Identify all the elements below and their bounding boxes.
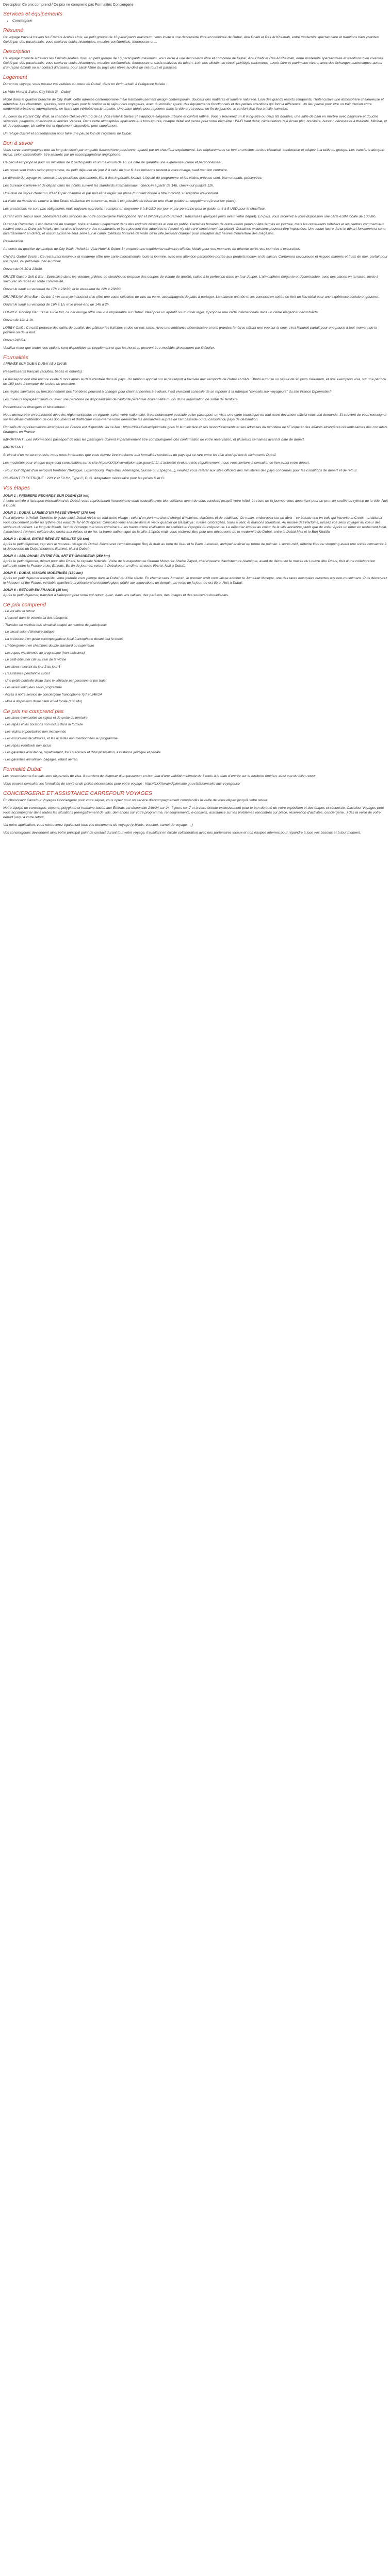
etape-title: JOUR 4 : ABU DHABI, ENTRE FOI, ART ET GRANDEUR (250 km) [3, 554, 110, 558]
formalites-para: - Pour tout départ d'un aéroport frontalier (Belgique, Luxembourg, Pays-Bas, Allemagne, Suisse ou Espagne...), veuillez vous référer aux sites officiels des ministères des pays concernés pour les conditions de départ et de retour. [3, 468, 358, 472]
comprend-item: - Mise à disposition d'une carte eSIM locale (100 Mo) [3, 700, 82, 703]
bon-para: LOBBY Café : Ce café propose des cafés de qualité, des pâtisseries fraîches et des en-cas sains. Avec une ambiance décontractée et ses grandes fenêtres offrant une vue sur la cour, c'est l'endroit parfait pour une pause à tout moment de la journée ou de la nuit. [3, 326, 377, 334]
comprend-item: - Une petite bouteille d'eau dans le véhicule par personne et par trajet [3, 679, 107, 683]
bon-para: Au coeur du quartier dynamique de City Walk, l'hôtel La Vida Hotel & Suites 3* propose une expérience culinaire raffinée, idéale pour vos moments de détente après vos journées d'excursions. [3, 247, 301, 251]
etape-title: JOUR 3 : DUBAÏ, ENTRE RÊVE ET RÉALITÉ (20 km) [3, 537, 89, 541]
comprend-list [3, 609, 388, 704]
formalite-dubai-text2: Vous pouvez consulter les formalités de santé et de police nécessaires pour votre voyage : http://XXXXwwwdiplomatie.gouv.fr/fr/conseils-aux-voyageurs/ [3, 782, 240, 786]
necomprend-list [3, 716, 388, 762]
page [0, 0, 391, 835]
comprend-item: - L'hébergement en chambres double standard ou supérieure [3, 644, 94, 648]
necomprend-item: - Les garanties annulation, bagages, retard aérien. [3, 757, 78, 761]
conciergerie-paragraphs [3, 798, 388, 835]
comprend-item: - Le vol aller et retour [3, 609, 35, 613]
bon-para: Ce circuit est proposé pour un minimum de 2 participants et un maximum de 16. La date de garantie une expérience intime et personnalisée. [3, 161, 222, 164]
comprend-item: - Transfert en minibus bus climatisé adapté au nombre de participants [3, 623, 107, 627]
services-list [12, 19, 388, 23]
etape-text: Après un petit déjeuner tranquille, votre journée vous plonge dans le Dubaï du XXIe siècle. En chemin vers Jumeirah, le premier arrêt vous laisse admirer le Jumeirah Mosque, une des rares mosquées ouvertes aux non-musulmans. Puis découvrez le Museum of the Future, véritable manifeste architectural et technologique dédié aux innovations de demain. Le reste de la journée est libre. Nuit à Dubaï. [3, 576, 387, 585]
bon-paragraphs [3, 148, 388, 350]
logement-intro: Durant ce voyage, vous passez vos nuitées au coeur de Dubaï, dans un écrin urbain à l'élégance boisée : [3, 82, 167, 86]
conciergerie-title: CONCIERGERIE ET ASSISTANCE CARREFOUR VOYAGES [3, 790, 152, 796]
bon-para: Durant votre séjour nous bénéficierez des services de notre conciergerie francophone 7j/7 et 24h/24 (Lundi-Samedi : transmises quelques jours avant votre départ). En plus, vous recevrez à votre disposition une carte eSIM locale de 100 Mo. [3, 215, 377, 218]
etape-text: À votre arrivée à l'aéroport international de Dubaï, votre représentant francophone vous accueille avec bienveillance avant de vous conduire jusqu'à votre hôtel. Le reste de la journée vous appartient pour un premier souffle ou rythme de la ville. Nuit à Dubaï. [3, 499, 388, 507]
etape-title: JOUR 6 : RETOUR EN FRANCE (15 km) [3, 588, 69, 592]
bon-para: Les prestations ne sont pas obligatoires mais toujours appréciés : compter en moyenne 6 à 8 USD par jour et par personne pour le guide, et 4 à 5 USD pour le chauffeur. [3, 207, 266, 211]
necomprend-item: - Les repas et les boissons non inclus dans la formule [3, 723, 83, 726]
resume-text: Ce voyage travel à travers les Emirats Arabes Unis, en petit groupe de 16 participants maximum, vous invite à une découverte libre et combinée de Dubaï, Abu Dhabi et Ras Al Khaimah, entre modernité spectaculaire et traditions bien vivantes. Guidé par des passionnés, vous explorez souks historiques, musées confidentiels, forteresses et ... [3, 36, 380, 44]
necomprend-item: - Les garanties assistance, rapatriement, frais médicaux et d'hospitalisation, assistance juridique et pénale [3, 751, 161, 754]
conciergerie-para: Vos conciergeries deviennent ainsi votre principal point de contact durant tout votre voyage, travaillant en étroite collaboration avec nos partenaires locaux et nos équipes internes pour répondre à tous vos besoins et à tout moment. [3, 831, 361, 835]
bon-para: Les bureaux d'arrivée et de départ dans les hôtels suivent les standards internationaux : check-in à partir de 14h, check-out jusqu'à 12h. [3, 184, 215, 188]
bon-para: Le déroulé du voyage est soumis à de possibles ajustements liés à des impératifs locaux. L'équité du programme et les visites prévues sont, bien entendu, préservées. [3, 176, 263, 180]
logement-para: Le Vida Hotel & Suites City Walk 3* - Dubaï [3, 90, 71, 94]
comprend-item: - L'accueil dans le volontariat des aéroports [3, 616, 68, 620]
etapes-list [3, 494, 388, 598]
etape-text: Petit déjeuner à l'hôtel. Dernière le guide ainsi, Dubaï révèle un tout autre visage : celui d'un port marchand chargé d'histoires, d'arômes et de traditions. Ce matin, embarquez sur un abra – ce bateau-taxi en bois qui traverse la Creek – et laissez-vous doucement porter au rythme des eaux de fer et de épices. Consolez-vous ensuite dans le vieux quartier de Bastakiya : ruelles ombragées, tours à vent, et maisons fourniture. Au musée des Parfums, laissez vos sens voyager au coeur des senteurs du désert. Le long de Maleh, l'art de l'étrange que vous entraîne sur les traces d'une civilisation de scellées et l'apogée du crépuscule. Le déjeuner émirati au coeur de la ville ancienne plutôt que de voler. Après un dîner en restaurant local, Almashiee à l'univers célèbre des souks aux épices et de l'or, la trame authentique de la ville. L'après-midi, vous resterez libre pour une découverte de la modernité de Dubaï, entre la Dubaï Mall et le Burj Khalifa. [3, 516, 387, 534]
bon-para: Ouvert le lundi au vendredi de 17h à 23h30, et le week-end de 12h à 23h30. [3, 287, 122, 291]
formalite-dubai-text: Les ressortissants français sont dispensés de visa. Il convient de disposer d'un passeport en bon état d'une validité minimale de 6 mois à la date d'entrée sur le territoire émirien, ainsi que du billet retour. [3, 774, 317, 778]
formalites-para: Les règles sanitaires ou fonctionnement des frontières pouvant à changer pour client annexées à évoluer, il est vivement conseillé de se reporter à la rubrique "conseils aux voyageurs" du site France Diplomatie.fr [3, 389, 332, 394]
etape-title: JOUR 2 : DUBAÏ, LARME D'UN PASSÉ VIVANT (170 km) [3, 511, 95, 515]
etape-text: Après le petit-déjeuner, transfert à l'aéroport pour votre vol retour. Avec, dans vos valises, des parfums, des images et des souvenirs inoubliables. [3, 593, 229, 597]
formalites-para: Ressortissants étrangers et binationaux : [3, 405, 67, 409]
formalites-para: Les mineurs voyageant seuls ou avec une personne ne disposant pas de l'autorité parentale doivent être munis d'une autorisation de sortie de territoire. [3, 397, 239, 401]
bon-para: Ouvert de 06:30 à 23h30. [3, 267, 43, 271]
comprend-item: - La présence d'un guide accompagnateur local francophone durant tout le circuit [3, 637, 124, 641]
comprend-item: - Le petit-déjeuner cité au sein de la vitrine [3, 658, 67, 662]
formalite-dubai-title: Formalité Dubaï [3, 766, 42, 772]
conciergerie-para: En choisissant Carrefour Voyages Conciergerie pour votre séjour, vous optez pour un service d'accompagnement complet dès la veille de votre départ jusqu'à votre retour. [3, 799, 268, 802]
formalites-para: Le passeport doit être encore valide 6 mois après la date d'entrée dans le pays. Un tampon apposé sur le passeport à l'arrivée aux aéroports de Dubaï et d'Abu Dhabi autorise un séjour de 90 jours maximum, et une exemption visa, sur une période de 180 jours à compter de la date de première. [3, 377, 386, 386]
formalites-title: Formalités [3, 354, 29, 361]
bon-para: Ouvert de 12h à 1h. [3, 318, 35, 322]
formalites-para: IMPORTANT : [3, 445, 26, 449]
top-nav-line[interactable]: Description Ce prix comprend / Ce prix ne comprend pas Formalités Conciergerie [3, 3, 134, 7]
bon-para: Veuillez noter que toutes ces options sont disponibles en supplément et que les horaires peuvent être modifiés directement par l'hôtelier. [3, 346, 215, 350]
bon-para: Ouvert le lundi au vendredi de 16h à 1h, et le week-end de 14h à 2h. [3, 303, 110, 307]
logement-para: Niché dans le quartier branché de City Walk, cette adresse contemporaine mêle harmonieusement design contemporain, douceur des matières et lumière naturelle. Loin des grands resorts clinquants, l'hôtel cultive une atmosphère chaleureuse et détendue. Les chambres, épurées, sont conçues pour le confort et le séjour des voyageurs, avec du mobilier épuré, des équipements fonctionnels et des petites attentions qui font la différence. Un lieu pensé pour être un trait d'union entre modernité urbaine et internationale, en lisant une véritable oasis urbaine. Une base idéale pour rayonner dans la ville et retrouver, en fin de journée, le confort d'un lieu à taille humaine. [3, 98, 384, 111]
bon-para: LOUNGE Rooftop Bar : Situé sur le toit, ce bar lounge offre une vue imprenable sur Dubaï. Idéal pour un apéritif ou un dîner léger, il propose une carte internationale dans un cadre élégant et décontracté. [3, 311, 319, 314]
etape-title: JOUR 1 : PREMIERS REGARDS SUR DUBAÏ (15 km) [3, 494, 90, 498]
formalites-para: IMPORTANT : Les informations passeport de tous les passagers doivent impérativement être communiquées dès confirmation de votre réservation, et plusieurs semaines avant la date de départ. [3, 437, 305, 442]
comprend-item: - Accès à notre service de conciergerie francophone 7j/7 et 24h/24 [3, 692, 102, 697]
bon-para: Restauration [3, 240, 23, 243]
resume-title: Résumé [3, 27, 24, 33]
description-para: Ce voyage intimiste à travers les Emirats Arabes Unis, en petit groupe de 16 participants maximum, vous invite à une découverte libre et combinée de Dubaï, Abu Dhabi et Ras Al Khaimah, entre modernité spectaculaire et traditions bien vivantes. Guidé par des passionnés, vous explorez souks historiques, musées confidentiels, forteresses et oasis cultivées du désert. Loin des clichés, ce circuit privilégie rencontres, savoir-faire et patrimoine vivant, avec des échanges authentiques autour d'un repas émirati ou au contact d'artisans, pour saisir l'âme du pays des rêves au-delà de ses tours et paraisse. [3, 57, 384, 70]
comprend-item: - Les taxes relevant du jour 2 au jour 6 [3, 665, 60, 669]
formalites-para: Conseils de représentations étrangères en France est disponible via ce lien : https://XXXXwwwdiplomatie.gouv.fr/ le ministère et ses ressortissements et ses adresses du ministère de l'Europe et des affaires étrangères ressortissantes des consulats étrangers en France [3, 425, 388, 434]
bon-para: Vous serez accompagnés tout au long du circuit par un guide francophone passionné, épaulé par un chauffeur expérimenté. Les déplacements se font en minibus ou bus climatisé, confortable et adapté à la taille du groupe. Les transferts aéroport inclus, selon disponibilité, être assurés par un accompagnateur anglophone. [3, 148, 385, 157]
bon-para: GRAZE Gastro Grill & Bar : Spécialisé dans les viandes grillées, ce steakhouse propose des coupes de viande de qualité, cuites à la perfection dans un four Josper. L'atmosphère élégante et décontractée, avec des places en terrasse, invite à savourer un repas en toute convivialité. [3, 275, 379, 283]
bon-para: Durant le Ramadan, il est demandé de manger, boire et fumer uniquement dans des endroits désignés et non en public. Certaines horaires de restauration peuvent être fermés en journée, mais les restaurants hôteliers et les centres commerciaux restent ouverts. Dans les hôtels, les horaires d'ouverture des restaurants et bars peuvent être adaptées et l'alcool n'y est servi directement sur place). Certaines excursions peuvent être impactées. Une tenue lustre dans le désert fonctionnera sans divertissement en direct, et aucun alcool ne sera servi sur le camp. Certains horaires de visite de la ville peuvent changer pour s'adapter aux heures d'ouverture des magasins. [3, 223, 385, 235]
bon-para: CHIVAL Global Social : Ce restaurant lumineux et moderne offre une carte internationale toute la journée, avec une attention particulière portée aux produits locaux et de saison. Carbonara savoureuse et risques marinés et fruits de mer, parfait pour vos repas, du petit-déjeuner au dîner. [3, 255, 388, 263]
bon-para: Les repas sont inclus selon programme, du petit déjeuner du jour 2 à celui du jour 6. Les boissons restent à votre charge, sauf mention contraire. [3, 168, 228, 172]
services-item: • Conciergerie [12, 19, 388, 23]
comprend-item: - Les taxes indiquées selon programme [3, 686, 62, 689]
formalites-subtitle: ARRIVÉE SUR DUBAÏ DUBAÏ ABU DHABI [3, 362, 68, 366]
comprend-item: - Le circuit selon l'itinéraire indiqué [3, 630, 55, 634]
formalites-para: Si circuit d'un ne sera réussis, nous nous inhérentes que vous devrez être conforme aux formalités sanitaires du pays qui se rare entre les rôle ainsi qu'aux le dichotomie Dubaï. [3, 453, 277, 457]
necomprend-item: - Les excursions facultatives, et les activités non mentionnées au programme [3, 737, 118, 740]
etape-title: JOUR 5 : DUBAÏ, VISIONS MODERNES (180 km) [3, 571, 83, 575]
logement-para: Un refuge discret et contemporain pour faire une pause loin de l'agitation de Dubaï. [3, 132, 133, 135]
comprend-title: Ce prix comprend [3, 601, 46, 608]
logement-para: Au coeur du vibrant City Walk, la chambre Deluxe (40 m²) de La Vida Hotel & Suites 5* s'applique élégance urbaine et confort raffiné. Vous y trouverez un lit King-size ou deux lits doubles, une salle de bain en marbre avec baignoire et douche séparées, peignoirs, chaussons et articles Vanesa. Dans cette atmosphère apaisante aux tons épurés, chaque détail est pensé pour votre bien-être : Wi-Fi haut débit, climatisation, télé écran plat, bouilloire, bureau, nécessaire à thé/café, Minibar, et kit de repassage. Un coffre-fort et également disponible, pour supplément. [3, 115, 387, 128]
bon-para: Une taxe de séjour d'environ 20 AED par chambre et par nuit est à régler sur place (montant donné à titre indicatif, susceptible d'évolution). [3, 192, 219, 195]
necomprend-item: - Les visites et pourboires non mentionnés [3, 730, 67, 734]
formalites-para: Ressortissants français (adultes, bébés et enfants) : [3, 369, 84, 374]
bon-para: Ouvert 24h/24. [3, 338, 26, 342]
comprend-item: - Les repas mentionnés au programme (hors boissons) [3, 651, 85, 655]
description-title: Description [3, 48, 30, 55]
formalites-para: Les modalités pour chaque pays sont consultables sur le site https://XXXXwwwdiplomatie.gouv.fr/ fr/. L'actualité évoluant très régulièrement, nous vous invitons à consulter ce lien avant votre départ. [3, 461, 310, 465]
etape-text: Après le petit déjeuner, départ pour Abu Dhabi, la capitale fédérale. Visite de la majestueuse Grande Mosquée Sheikh Zayed, chef d'oeuvre d'architecture islamique, avant de découvrir le musée du Louvre Abu Dhabi, fruit d'une collaboration culturelle entre la France et les Émirats. En fin de journée, retour à Dubaï pour un dîner en toute liberté. Nuit à Dubaï. [3, 559, 376, 568]
necomprend-item: - Les taxes éventuelles de séjour et de sortie du territoire [3, 716, 88, 720]
necomprend-title: Ce prix ne comprend pas [3, 708, 64, 715]
bon-para: La visite du musée du Louvre à Abu Dhabi s'effectue en autonomie, mais il est possible de réserver une visite guidée en supplément (à voir sur place). [3, 199, 237, 203]
etapes-title: Vos étapes [3, 484, 30, 491]
necomprend-item: - Les repas éventuels non inclus [3, 743, 52, 748]
logement-title: Logement [3, 74, 27, 80]
bon-para: GRAPESAN Wine Bar : Ce bar à vin au style industriel chic offre une vaste sélection de vins au verre, accompagnés de plats à partager. Lambiance animée et les concerts en soirée en font un lieu idéal pour une expérience sociale et gourmet. [3, 295, 380, 299]
bon-title: Bon à savoir [3, 140, 34, 146]
formalites-para: Nous devrez être en conformité avec les réglementations en vigueur, selon votre nationalité. Il est notamment possible qu'un passeport, un visa, une carte touristique ou tout autre document officiel vous soit demandé. Si souvent de vous renseigner sur les délais d'obtention de ces documents et d'effectuer vous-même votre démarche les démarches auprès de l'ambassade ou du consulat du pays de destination. [3, 413, 387, 421]
etape-text: Après le petit déjeuner, cap vers le nouveau visage de Dubaï. Découvrez l'emblématique Burj Al Arab au bord de l'eau et la Palm Jumeirah, archipel artificiel en forme de palmier. L'après-midi, détente libre ou shopping avant une soirée consacrée à la découverte du Dubaï moderne illuminé. Nuit à Dubaï. [3, 542, 387, 551]
services-title: Services et équipements [3, 11, 62, 17]
formalites-para: COURANT ÉLECTRIQUE : 220 V et 50 Hz, Type C, D, G. Adaptateur nécessaire pour les prises D et G. [3, 476, 165, 480]
conciergerie-para: Via notre application, vous retrouverez également tous vos documents de voyage (e-billets, voucher, carnet de voyage, ...) [3, 823, 193, 827]
formalites-paragraphs [3, 369, 388, 481]
comprend-item: - L'assistance pendant le circuit [3, 672, 50, 675]
conciergerie-para: Notre équipe de concierges, experts, polyglotte et humaine basée aux Émirats est disponible 24h/24 sur 24, 7 jours sur 7 et à votre écoute exclusivement pour le bon déroulé de votre expédition et des étapes et sécurisée. Carrefour Voyages peut vous accompagner dans toutes les situations (enregistrement de vols, demandes sur votre programme, renseignements, e-conseils, assistance sur les problèmes rencontrés sur place, réservation d'activités, conciergerie...) dès la veille de votre départ jusqu'à votre retour. [3, 806, 384, 819]
